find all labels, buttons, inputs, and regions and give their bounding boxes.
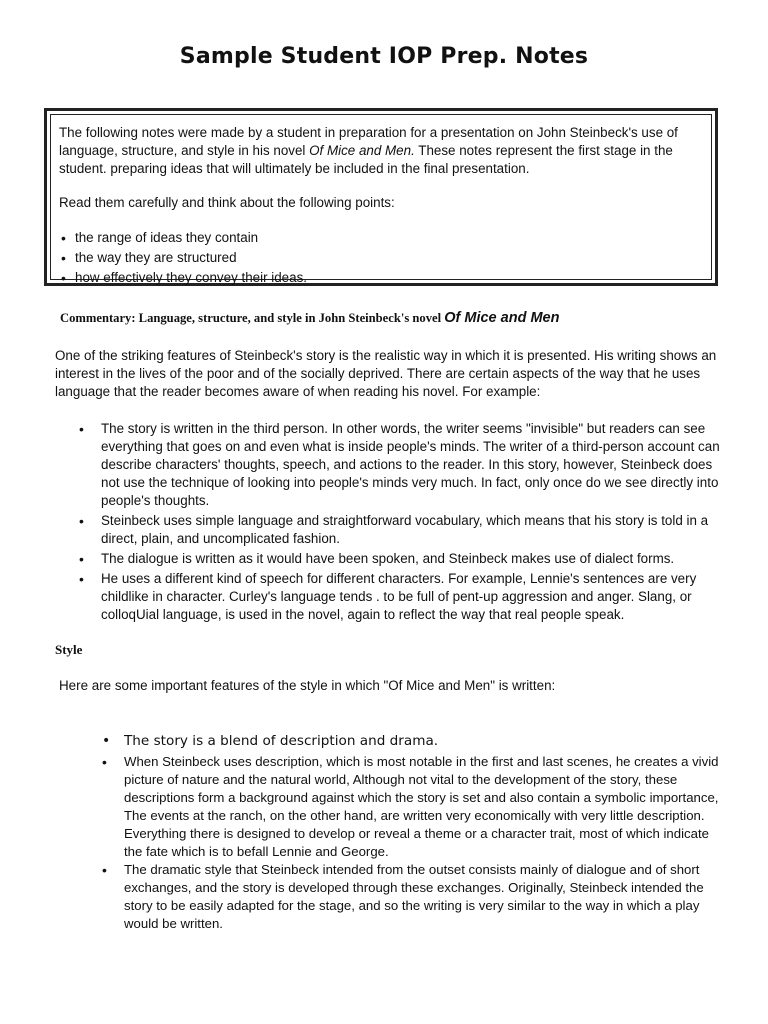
commentary-heading-text: Commentary: Language, structure, and style in John Steinbeck's novel [60, 311, 445, 325]
intro-body-paragraph: One of the striking features of Steinbeck's story is the realistic way in which it is presented. His writing shows an interest in the lives of the poor and of the socially deprived. There are certain aspects of the way that he uses language that the reader becomes aware of when reading his novel. For example: [55, 348, 717, 399]
intro-novel-title: Of Mice and Men. [309, 143, 415, 158]
list-item: • Steinbeck uses simple language and straightforward vocabulary, which means that his story is told in a direct, plain, and uncomplicated fashion. [101, 512, 727, 548]
commentary-novel-title: Of Mice and Men [444, 310, 560, 326]
intro-box [44, 108, 718, 286]
list-item: • The dramatic style that Steinbeck intended from the outset consists mainly of dialogue and of short exchanges, and the story is developed through these exchanges. Originally, Steinbeck intended the story to be easily adapted for the stage, and so the writing is very similar to the way in which a play would be written. [124, 861, 724, 933]
intro-box-inner [50, 114, 712, 285]
list-item: • how effectively they convey their ideas. [75, 268, 703, 288]
intro-points-list [59, 228, 703, 288]
list-item: • The story is written in the third person. In other words, the writer seems "invisible" but readers can see everything that goes on and even what is inside people's minds. The writer of a third-person account can describe characters' thoughts, speech, and actions to the reader. In this story, however, Steinbeck does not use the technique of looking into people's minds very much. In fact, only once do we see directly into people's thoughts. [101, 420, 727, 510]
language-points-list [101, 420, 727, 626]
list-item: • When Steinbeck uses description, which is most notable in the first and last scenes, he creates a vivid picture of nature and the natural world, Although not vital to the development of the story, these descriptions form a background against which the story is set and also contain a symbolic importance, The events at the ranch, on the other hand, are written very economically with very little description. Everything there is designed to develop or reveal a theme or a character trait, most of which indicate the fate which is to befall Lennie and George. [124, 753, 724, 861]
page-title: Sample Student IOP Prep. Notes [179, 44, 589, 69]
list-item: • the range of ideas they contain [75, 228, 703, 248]
intro-text-after: These notes represent the first stage in the student. preparing ideas that will ultimately be included in the final presentation. [59, 143, 673, 176]
style-points-list [124, 731, 724, 933]
intro-text-before: The following notes were made by a student in preparation for a presentation on John Steinbeck's use of language, structure, and style in his novel [59, 125, 678, 158]
commentary-heading [60, 310, 559, 326]
list-item: • He uses a different kind of speech for different characters. For example, Lennie's sentences are very childlike in character. Curley's language tends . to be full of pent-up aggression and anger. Slang, or colloqUial language, is used in the novel, again to reflect the way that real people speak. [101, 570, 727, 624]
list-item: • The dialogue is written as it would have been spoken, and Steinbeck makes use of dialect forms. [101, 550, 727, 568]
intro-question: Read them carefully and think about the following points: [59, 195, 395, 210]
list-item: • The story is a blend of description and drama. [124, 731, 724, 751]
intro-paragraph [59, 124, 703, 178]
list-item: • the way they are structured [75, 248, 703, 268]
style-intro: Here are some important features of the style in which "Of Mice and Men" is written: [59, 678, 556, 693]
style-heading: Style [55, 642, 83, 657]
